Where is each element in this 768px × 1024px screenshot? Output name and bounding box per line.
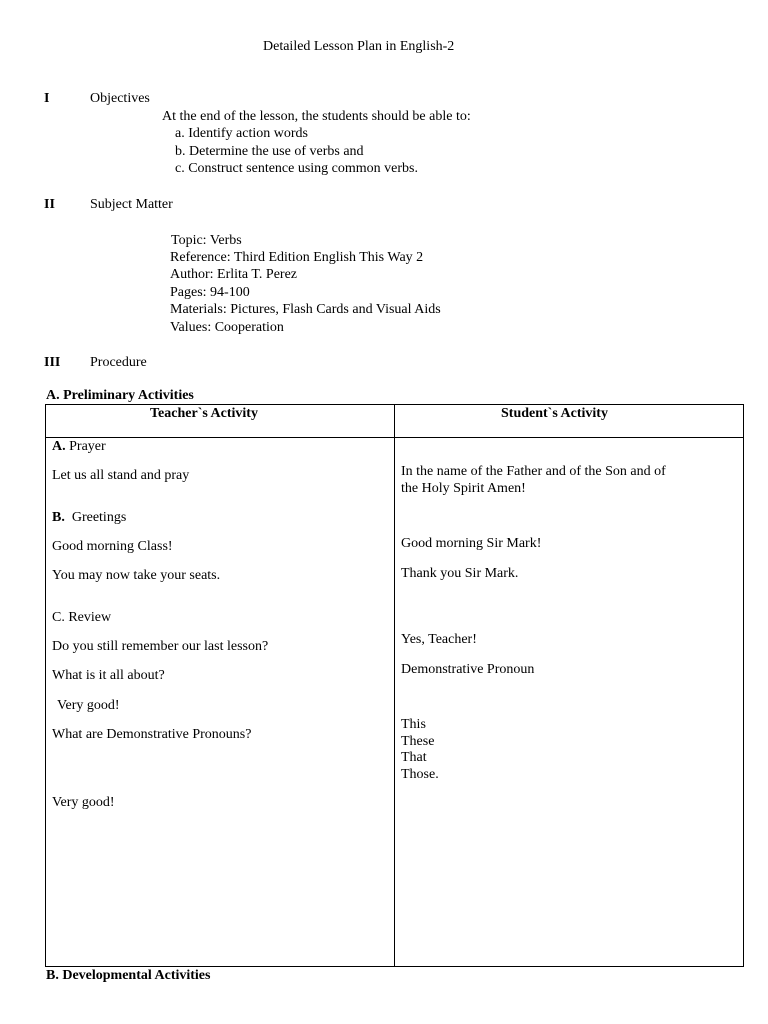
subject-author: Author: Erlita T. Perez (170, 267, 297, 282)
pronoun-item: These (401, 734, 435, 749)
student-line: Yes, Teacher! (401, 632, 477, 647)
teacher-line: What is it all about? (52, 668, 165, 683)
subject-reference: Reference: Third Edition English This Way 2 (170, 250, 424, 265)
subject-values: Values: Cooperation (170, 320, 284, 335)
teacher-line: Let us all stand and pray (52, 468, 190, 483)
student-line: Good morning Sir Mark! (401, 536, 542, 551)
objective-item: a. Identify action words (175, 126, 308, 141)
teacher-line: Do you still remember our last lesson? (52, 639, 269, 654)
student-line: In the name of the Father and of the Son and of (401, 464, 666, 479)
objective-item: b. Determine the use of verbs and (175, 144, 364, 159)
teacher-line: Very good! (52, 795, 115, 810)
greetings-label: Greetings (71, 510, 127, 525)
procedure-heading: Procedure (90, 355, 147, 370)
pronoun-item: This (401, 717, 426, 732)
document-title: Detailed Lesson Plan in English-2 (263, 39, 455, 54)
review-heading: C. Review (52, 610, 112, 625)
prayer-label: Prayer (69, 439, 106, 454)
objectives-heading: Objectives (90, 91, 150, 106)
section-numeral-ii: II (44, 197, 55, 212)
teacher-line: Good morning Class! (52, 539, 173, 554)
section-numeral-i: I (44, 91, 50, 106)
subject-materials: Materials: Pictures, Flash Cards and Visual Aids (170, 302, 441, 317)
preliminary-activities-heading: A. Preliminary Activities (46, 388, 194, 403)
teacher-activity-header: Teacher`s Activity (150, 406, 258, 421)
greetings-heading (52, 509, 126, 526)
student-line: the Holy Spirit Amen! (401, 481, 526, 496)
subject-matter-heading: Subject Matter (90, 197, 173, 212)
objectives-intro: At the end of the lesson, the students should be able to: (162, 109, 471, 124)
subject-topic: Topic: Verbs (171, 233, 242, 248)
student-line: Demonstrative Pronoun (401, 662, 535, 677)
developmental-activities-heading: B. Developmental Activities (46, 968, 211, 983)
prayer-heading (52, 438, 106, 455)
teacher-line: You may now take your seats. (52, 568, 221, 583)
subject-pages: Pages: 94-100 (170, 285, 250, 300)
teacher-line: What are Demonstrative Pronouns? (52, 727, 252, 742)
objective-item: c. Construct sentence using common verbs. (175, 161, 419, 176)
teacher-line: Very good! (57, 698, 120, 713)
student-line: Thank you Sir Mark. (401, 566, 519, 581)
student-activity-header: Student`s Activity (501, 406, 608, 421)
section-numeral-iii: III (44, 355, 61, 370)
pronoun-item: Those. (401, 767, 439, 782)
prayer-letter: A. (52, 439, 66, 454)
greetings-letter: B. (52, 510, 65, 525)
pronoun-item: That (401, 750, 427, 765)
